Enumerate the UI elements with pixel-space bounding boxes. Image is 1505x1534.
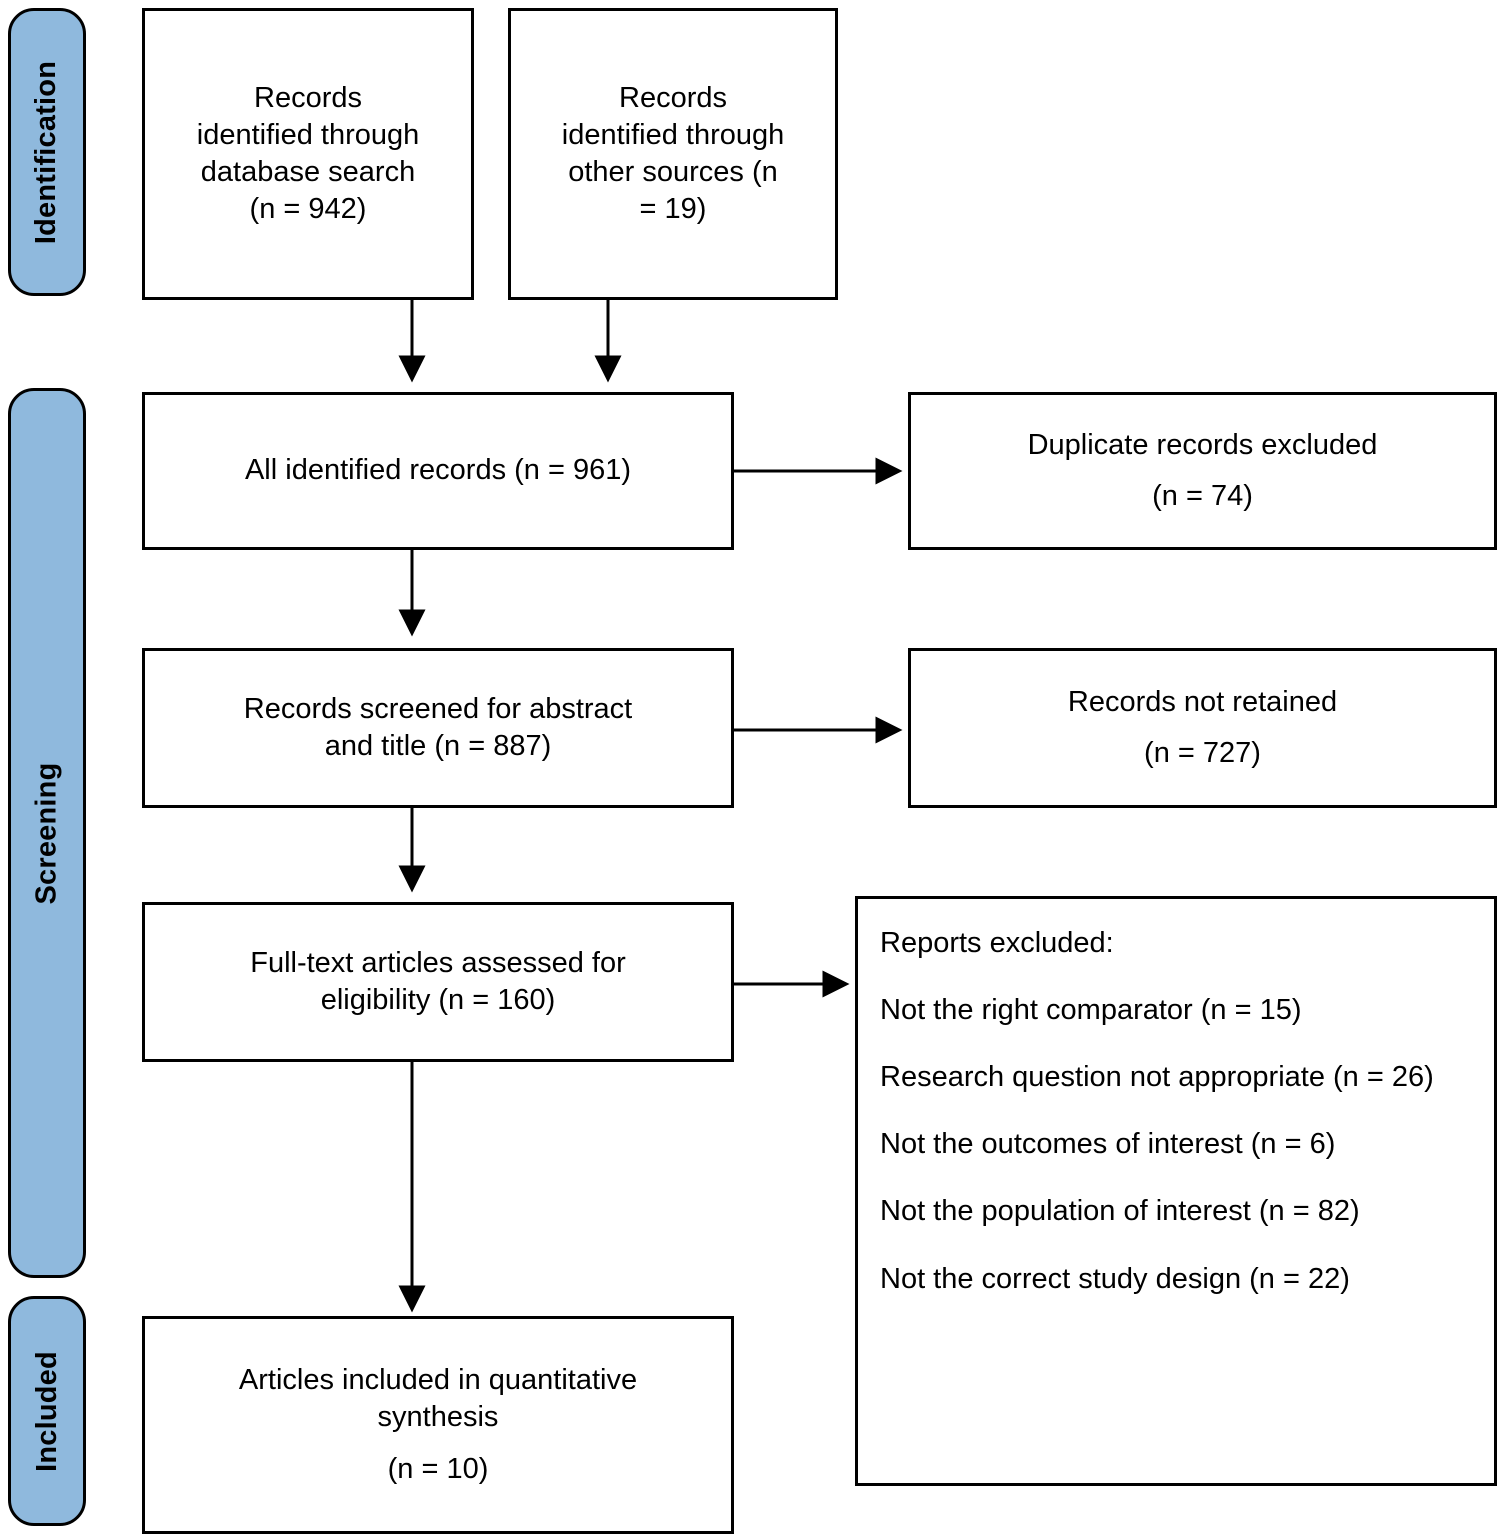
box-line: Articles included in quantitative <box>238 1364 638 1397</box>
box-line: (n = 727) <box>1144 737 1261 769</box>
box-line: Records <box>254 81 362 114</box>
stage-label-included-text: Included <box>30 1350 63 1472</box>
box-line: All identified records (n = 961) <box>244 454 632 487</box>
box-line: synthesis <box>377 1401 499 1434</box>
box-line: Not the outcomes of interest (n = 6) <box>880 1128 1336 1161</box>
stage-label-identification <box>8 8 86 296</box>
box-line: eligibility (n = 160) <box>320 984 556 1016</box>
stage-label-screening-text: Screening <box>30 761 63 905</box>
box-line: (n = 74) <box>1152 480 1253 512</box>
box-line: other sources (n <box>568 156 778 188</box>
stage-label-included <box>8 1296 86 1526</box>
box-line: Duplicate records excluded <box>1027 428 1378 461</box>
box-line: Records not retained <box>1067 685 1338 718</box>
box-line: (n = 942) <box>249 193 367 226</box>
box-line: Research question not appropriate (n = 26) <box>880 1061 1434 1094</box>
box-duplicate-records-excluded <box>908 392 1497 550</box>
box-line: (n = 10) <box>387 1452 489 1485</box>
box-records-not-retained <box>908 648 1497 808</box>
box-line: database search <box>200 156 416 188</box>
box-records-other-sources <box>508 8 838 300</box>
box-records-screened <box>142 648 734 808</box>
box-line: and title (n = 887) <box>324 730 552 762</box>
box-line: Full-text articles assessed for <box>250 946 626 979</box>
box-line: Not the population of interest (n = 82) <box>880 1195 1360 1228</box>
box-full-text-assessed <box>142 902 734 1062</box>
box-line: = 19) <box>639 193 707 226</box>
box-line: identified through <box>196 118 420 151</box>
box-line: identified through <box>561 118 785 151</box>
stage-label-identification-text: Identification <box>30 60 63 244</box>
box-articles-included <box>142 1316 734 1534</box>
box-line: Reports excluded: <box>880 927 1114 959</box>
box-all-identified-records <box>142 392 734 550</box>
box-reports-excluded <box>855 896 1497 1486</box>
box-line: Not the right comparator (n = 15) <box>880 994 1302 1027</box>
box-line: Records <box>619 81 727 114</box>
box-line: Records screened for abstract <box>243 692 633 725</box>
box-records-database-search <box>142 8 474 300</box>
box-line: Not the correct study design (n = 22) <box>880 1262 1350 1295</box>
stage-label-screening <box>8 388 86 1278</box>
